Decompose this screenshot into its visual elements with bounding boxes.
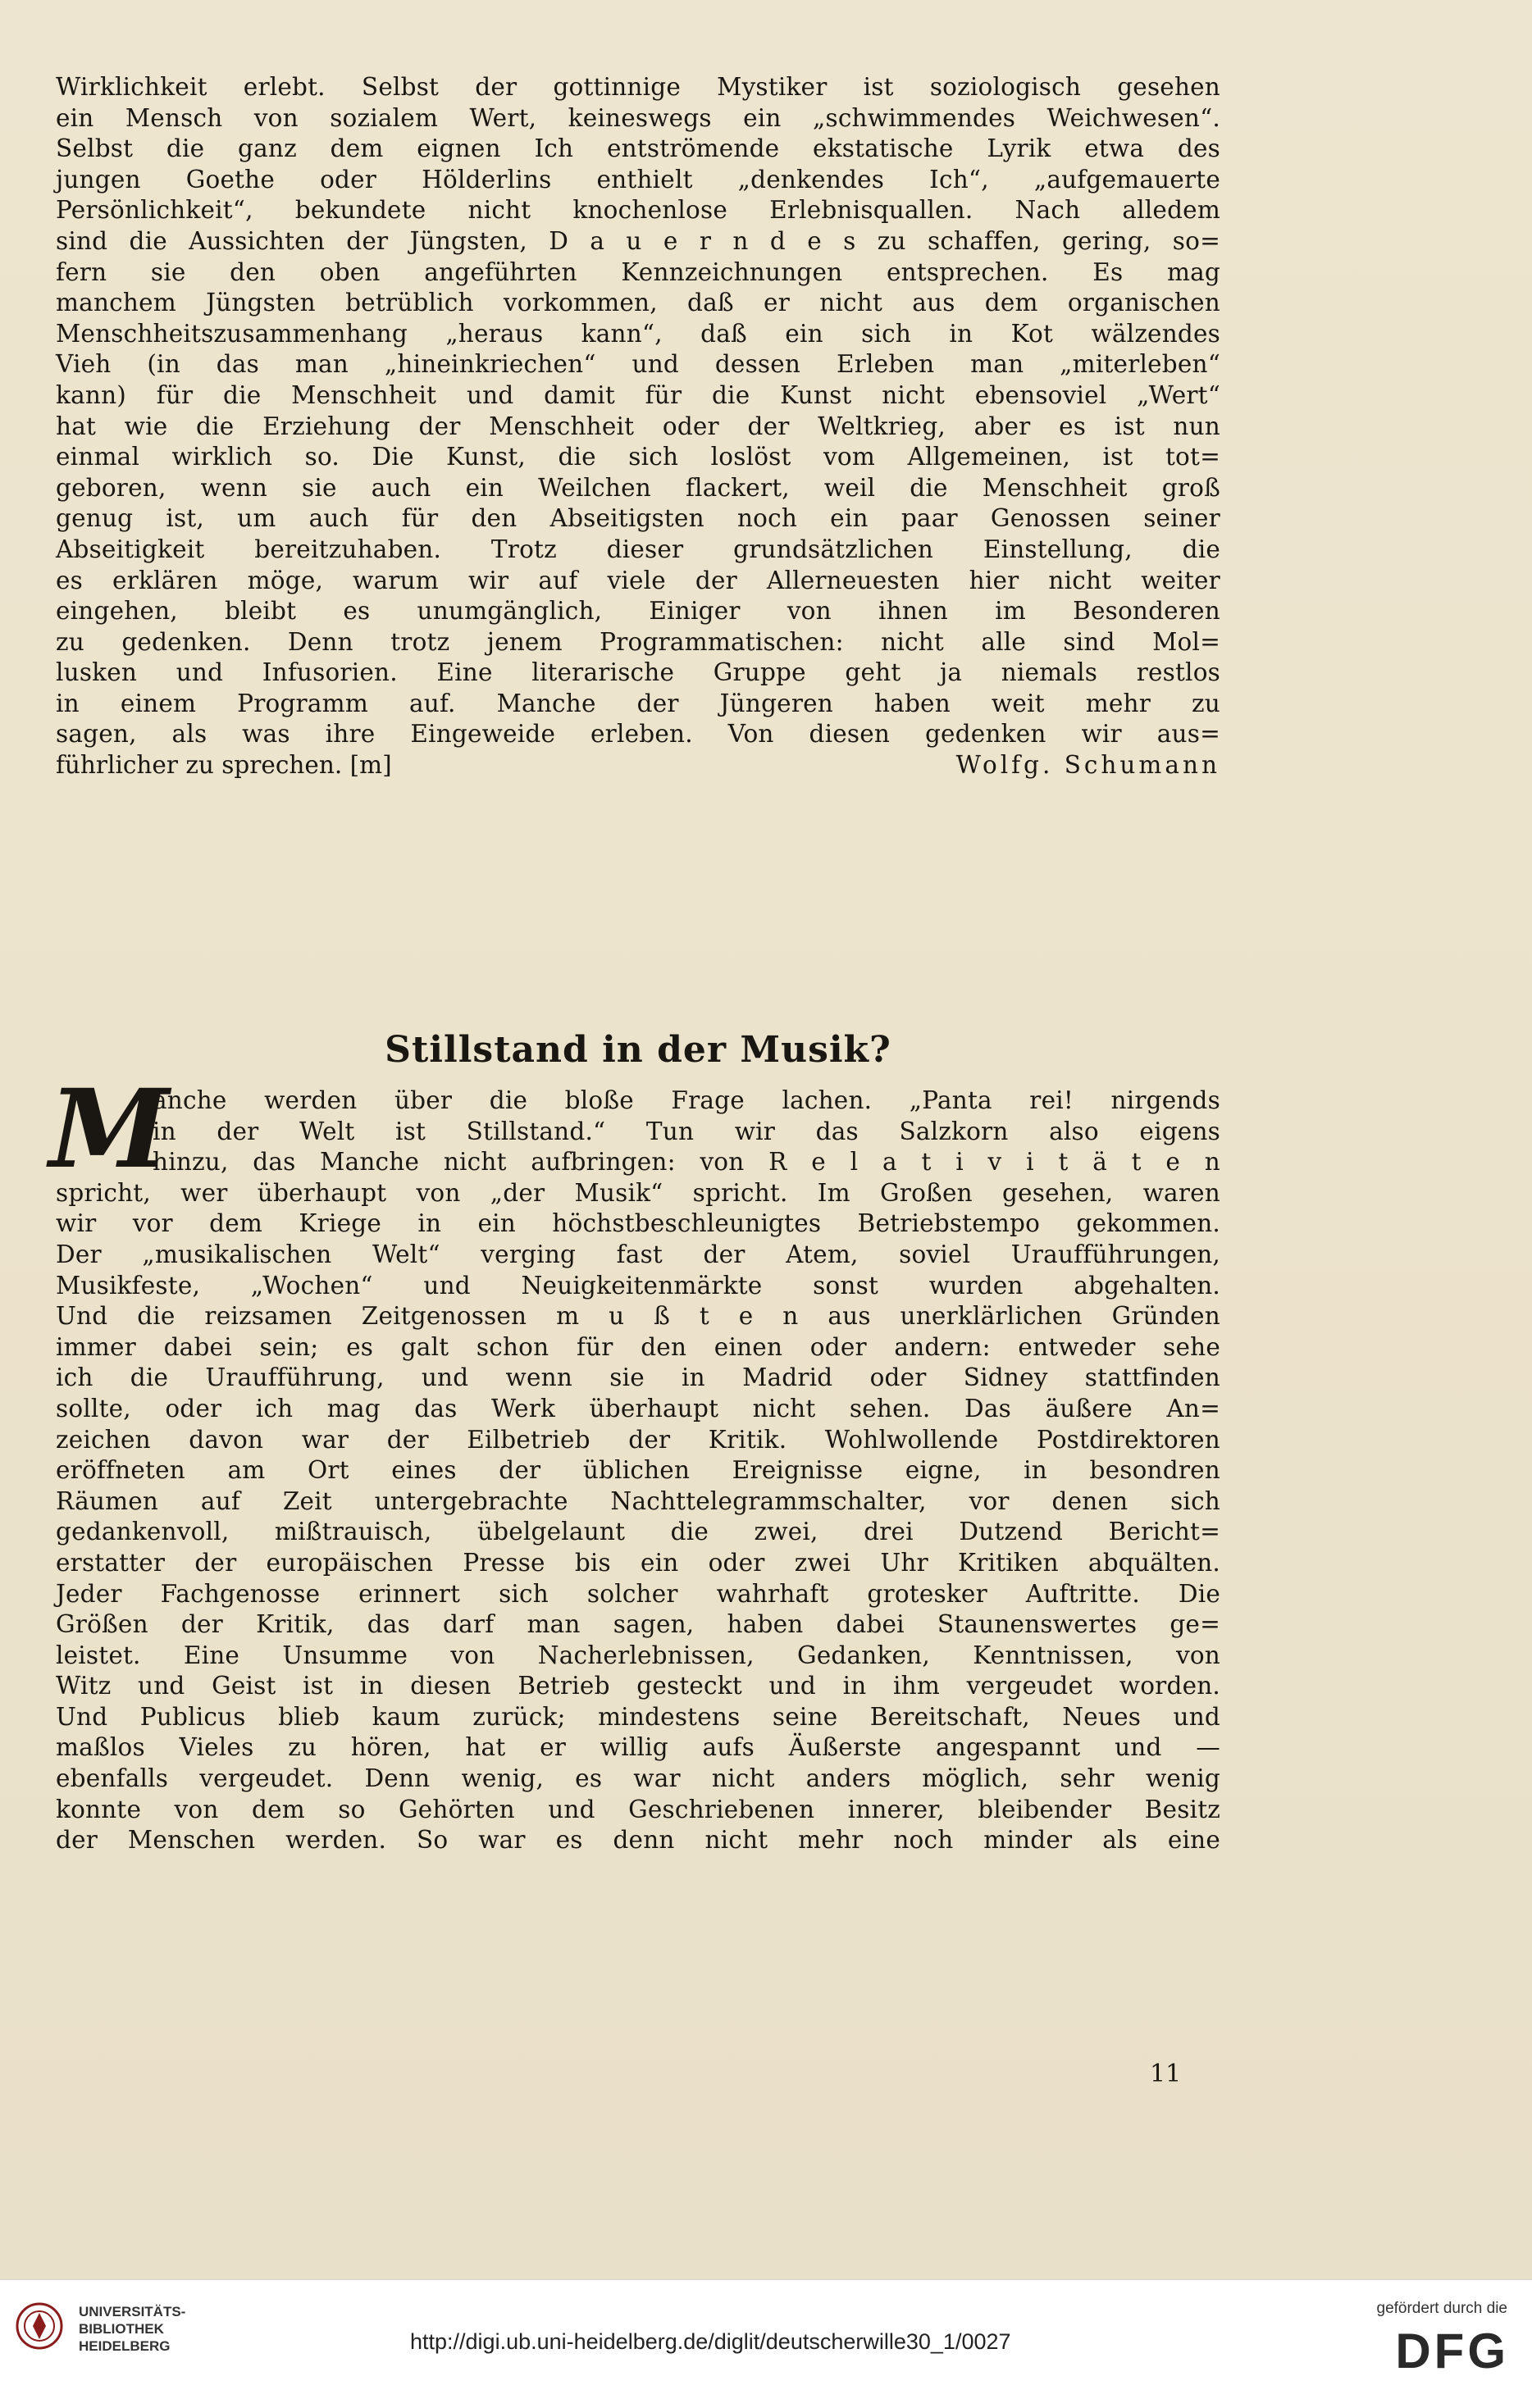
text-line: Musikfeste, „Wochen“ und Neuigkeitenmärkte sonst wurden abgehalten.	[56, 1271, 1220, 1300]
library-name-line: UNIVERSITÄTS-	[79, 2304, 186, 2319]
university-seal-icon	[15, 2301, 64, 2351]
text-line: konnte von dem so Gehörten und Geschriebenen innerer, bleibender Besitz	[56, 1795, 1220, 1823]
text-line: genug ist, um auch für den Abseitigsten noch ein paar Genossen seiner	[56, 504, 1220, 533]
text-line: jungen Goethe oder Hölderlins enthielt „denkendes Ich“, „aufgemauerte	[56, 165, 1220, 193]
text-line: maßlos Vieles zu hören, hat er willig aufs Äußerste angespannt und —	[56, 1733, 1220, 1762]
permalink[interactable]: http://digi.ub.uni-heidelberg.de/diglit/deutscherwille30_1/0027	[410, 2329, 1011, 2354]
funded-by-label: gefördert durch die	[1376, 2300, 1507, 2317]
digitization-footer	[0, 2279, 1532, 2408]
author-signature: Wolfg. Schumann	[955, 751, 1220, 780]
text-line: immer dabei sein; es galt schon für den einen oder andern: entweder sehe	[56, 1332, 1220, 1361]
text-line: zeichen davon war der Eilbetrieb der Kritik. Wohlwollende Postdirektoren	[56, 1425, 1220, 1454]
text-line: Abseitigkeit bereitzuhaben. Trotz dieser grundsätzlichen Einstellung, die	[56, 535, 1220, 563]
page-number: 11	[1150, 2060, 1182, 2088]
text-line: leistet. Eine Unsumme von Nacherlebnissen, Gedanken, Kenntnissen, von	[56, 1641, 1220, 1669]
text-line: gedankenvoll, mißtrauisch, übelgelaunt die zwei, drei Dutzend Bericht=	[56, 1518, 1220, 1546]
closing-text: führlicher zu sprechen. [m]	[56, 751, 392, 780]
text-line: einmal wirklich so. Die Kunst, die sich loslöst vom Allgemeinen, ist tot=	[56, 443, 1220, 471]
library-name-line: BIBLIOTHEK	[79, 2321, 164, 2337]
text-line: zu gedenken. Denn trotz jenem Programmatischen: nicht alle sind Mol=	[56, 627, 1220, 656]
text-line: in einem Programm auf. Manche der Jüngeren haben weit mehr zu	[56, 689, 1220, 717]
text-line: anche werden über die bloße Frage lachen. „Panta rei! nirgends	[153, 1086, 1220, 1114]
text-line: ebenfalls vergeudet. Denn wenig, es war nicht anders möglich, sehr wenig	[56, 1764, 1220, 1793]
library-name-line: HEIDELBERG	[79, 2338, 171, 2354]
text-line: ich die Uraufführung, und wenn sie in Madrid oder Sidney stattfinden	[56, 1363, 1220, 1392]
text-line: der Menschen werden. So war es denn nicht mehr noch minder als eine	[56, 1826, 1220, 1855]
text-line: fern sie den oben angeführten Kennzeichnungen entsprechen. Es mag	[56, 257, 1220, 286]
text-line: kann) für die Menschheit und damit für die Kunst nicht ebensoviel „Wert“	[56, 380, 1220, 409]
text-line: Der „musikalischen Welt“ verging fast der Atem, soviel Uraufführungen,	[56, 1240, 1220, 1268]
text-line: Witz und Geist ist in diesen Betrieb gesteckt und in ihm vergeudet worden.	[56, 1672, 1220, 1700]
dfg-logo: DFG	[1395, 2324, 1509, 2378]
drop-cap: M	[49, 1066, 170, 1193]
text-line: hinzu, das Manche nicht aufbringen: von R e l a t i v i t ä t e n	[153, 1148, 1220, 1177]
article-schumann	[56, 72, 1220, 781]
text-line: Wirklichkeit erlebt. Selbst der gottinnige Mystiker ist soziologisch gesehen	[56, 73, 1220, 101]
text-line: Vieh (in das man „hineinkriechen“ und dessen Erleben man „miterleben“	[56, 350, 1220, 379]
article-heading: Stillstand in der Musik?	[385, 1029, 891, 1071]
article-stillstand	[56, 1086, 1220, 1856]
text-line: Größen der Kritik, das darf man sagen, haben dabei Staunenswertes ge=	[56, 1610, 1220, 1639]
text-line: manchem Jüngsten betrüblich vorkommen, daß er nicht aus dem organischen	[56, 289, 1220, 317]
text-line: Und Publicus blieb kaum zurück; mindestens seine Bereitschaft, Neues und	[56, 1702, 1220, 1731]
text-line: Selbst die ganz dem eignen Ich entströmende ekstatische Lyrik etwa des	[56, 134, 1220, 163]
closing-line	[56, 750, 1220, 781]
text-line: Menschheitszusammenhang „heraus kann“, daß ein sich in Kot wälzendes	[56, 319, 1220, 348]
text-line: sind die Aussichten der Jüngsten, D a u e r n d e s zu schaffen, gering, so=	[56, 226, 1220, 255]
text-line: Jeder Fachgenosse erinnert sich solcher wahrhaft grotesker Auftritte. Die	[56, 1579, 1220, 1608]
text-line: hat wie die Erziehung der Menschheit oder der Weltkrieg, aber es ist nun	[56, 412, 1220, 440]
text-line: Und die reizsamen Zeitgenossen m u ß t e n aus unerklärlichen Gründen	[56, 1302, 1220, 1331]
text-line: Persönlichkeit“, bekundete nicht knochenlose Erlebnisquallen. Nach alledem	[56, 196, 1220, 225]
text-line: eingehen, bleibt es unumgänglich, Einiger von ihnen im Besonderen	[56, 597, 1220, 626]
text-line: erstatter der europäischen Presse bis ein oder zwei Uhr Kritiken abquälten.	[56, 1548, 1220, 1577]
text-line: ein Mensch von sozialem Wert, keineswegs ein „schwimmendes Weichwesen“.	[56, 103, 1220, 132]
text-line: spricht, wer überhaupt von „der Musik“ spricht. Im Großen gesehen, waren	[56, 1178, 1220, 1207]
text-line: sagen, als was ihre Eingeweide erleben. Von diesen gedenken wir aus=	[56, 720, 1220, 749]
text-line: geboren, wenn sie auch ein Weilchen flackert, weil die Menschheit groß	[56, 473, 1220, 502]
text-line: Räumen auf Zeit untergebrachte Nachttelegrammschalter, vor denen sich	[56, 1486, 1220, 1515]
text-line: sollte, oder ich mag das Werk überhaupt nicht sehen. Das äußere An=	[56, 1394, 1220, 1422]
text-line: wir vor dem Kriege in ein höchstbeschleunigtes Betriebstempo gekommen.	[56, 1209, 1220, 1238]
text-line: eröffneten am Ort eines der üblichen Ereignisse eigne, in besondren	[56, 1456, 1220, 1485]
library-name	[79, 2303, 185, 2355]
text-line: in der Welt ist Stillstand.“ Tun wir das Salzkorn also eigens	[153, 1117, 1220, 1145]
text-line: es erklären möge, warum wir auf viele der Allerneuesten hier nicht weiter	[56, 566, 1220, 594]
text-line: lusken und Infusorien. Eine literarische Gruppe geht ja niemals restlos	[56, 658, 1220, 687]
